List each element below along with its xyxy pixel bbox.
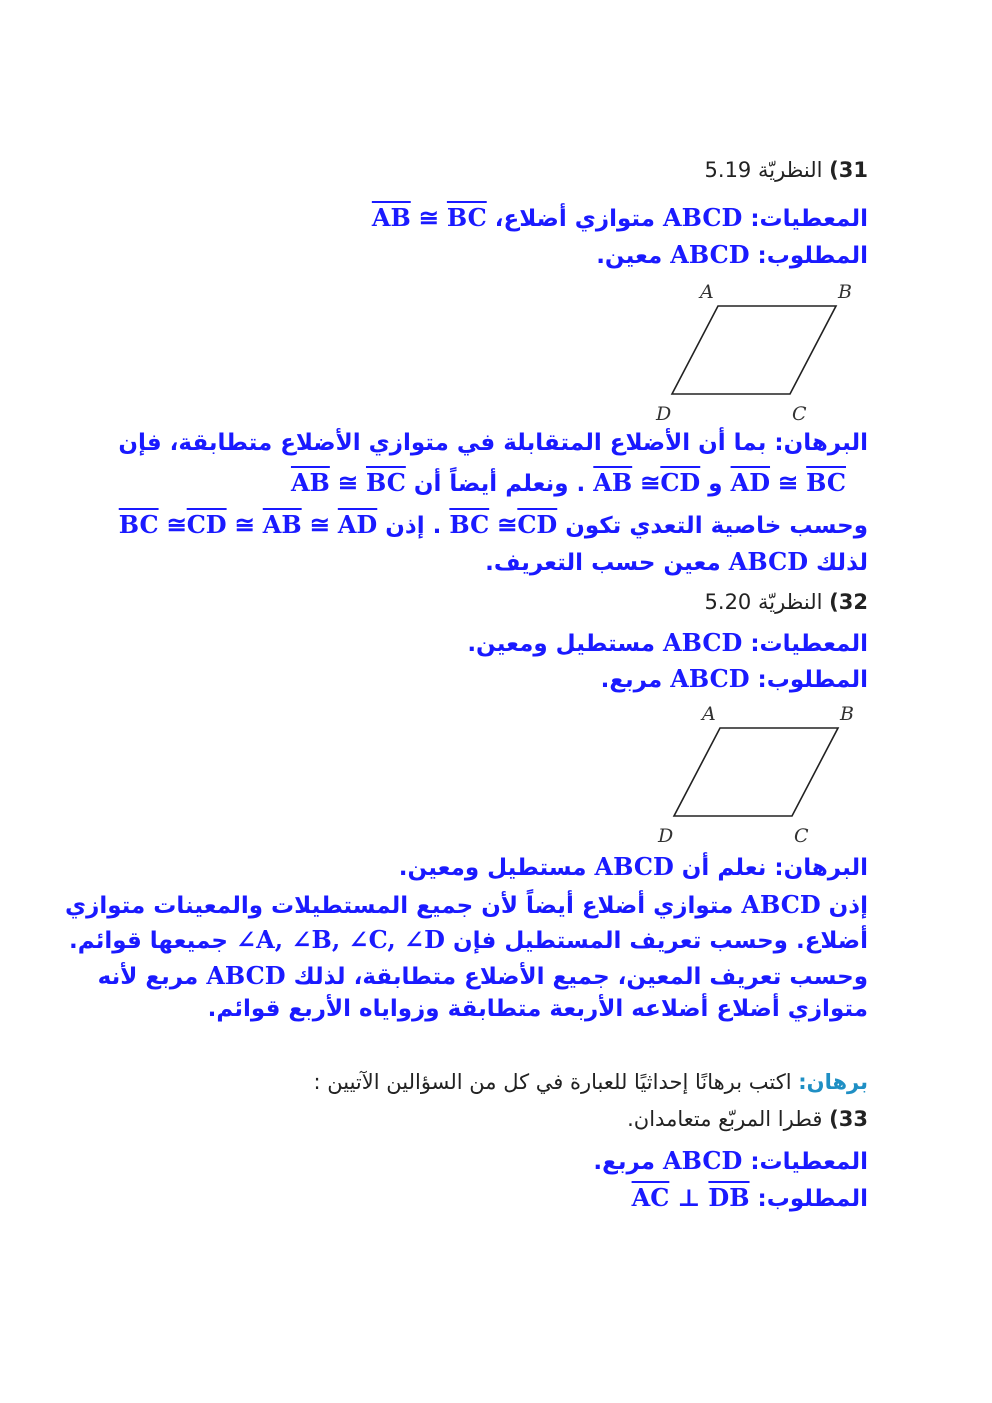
problem-32-required: [601, 664, 868, 693]
congruence-ab-cd: $\overline{AB}$ $≅\overline{CD}$: [593, 468, 701, 497]
problem-33-given: [593, 1146, 868, 1175]
proof-text: مربع لأنه: [97, 964, 199, 990]
figure-name: ABCD: [670, 664, 750, 693]
vertex-label-a: A: [700, 281, 714, 303]
proof-32-line-1: [399, 852, 868, 881]
proof-text: . إذن: [385, 513, 442, 539]
segment-ac: $\overline{AC}$: [631, 1183, 670, 1212]
problem-31-required: [596, 240, 868, 269]
proof-31-line-2: [291, 468, 846, 497]
perpendicular-symbol: ⊥: [677, 1183, 701, 1212]
figure-name: ABCD: [206, 961, 286, 990]
segment-ab: $\overline{AB}$: [371, 203, 411, 232]
given-label: المعطيات:: [750, 206, 868, 232]
congruence-chain: $\overline{BC}$ $≅\overline{CD}$ ≅ $\overline{AB}$ ≅ $\overline{AD}$: [118, 510, 378, 539]
proof-32-line-4: [98, 961, 868, 990]
angle-list: ∠A, ∠B, ∠C, ∠D: [236, 925, 445, 954]
problem-31-heading: [705, 158, 868, 182]
congruent-symbol: ≅: [418, 203, 439, 232]
required-text: معين.: [596, 243, 663, 269]
coordinate-proof-heading: [314, 1070, 868, 1094]
proof-text: جميعها قوائم.: [69, 928, 228, 954]
problem-number: 31): [829, 158, 868, 182]
and-word: و: [708, 471, 723, 497]
figure-name: ABCD: [728, 547, 808, 576]
vertex-label-b: B: [838, 281, 852, 303]
given-label: المعطيات:: [750, 1149, 868, 1175]
problem-33-required: [632, 1183, 868, 1212]
required-label: المطلوب:: [757, 243, 868, 269]
figure-name: ABCD: [741, 890, 821, 919]
parallelogram-figure-31: [650, 278, 870, 430]
parallelogram-shape: [674, 728, 838, 816]
given-congruence: [372, 203, 487, 232]
figure-name: ABCD: [670, 240, 750, 269]
proof-text: معين حسب التعريف.: [485, 550, 721, 576]
proof-text: . ونعلم أيضاً أن: [413, 471, 586, 497]
proof-text: إذن: [828, 893, 868, 919]
congruence-ab-bc: $\overline{AB}$ ≅ $\overline{BC}$: [290, 468, 406, 497]
problem-number: 33): [829, 1107, 868, 1131]
problem-32-given: [467, 628, 868, 657]
parallelogram-figure-32: [652, 700, 872, 852]
problem-statement: قطرا المربّع متعامدان.: [627, 1107, 823, 1131]
problem-32-heading: [705, 590, 868, 614]
perpendicular-relation: [632, 1183, 750, 1212]
proof-text: وحسب تعريف المعين، جميع الأضلاع متطابقة، لذلك: [293, 964, 868, 990]
proof-text: متوازي أضلاع أيضاً لأن جميع المستطيلات والمعينات متوازي: [65, 893, 734, 919]
given-text: مربع.: [593, 1149, 656, 1175]
theorem-title: النظريّة 5.20: [704, 590, 823, 614]
segment-bc: $\overline{BC}$: [446, 203, 487, 232]
vertex-label-d: D: [658, 825, 674, 847]
figure-name: ABCD: [663, 628, 743, 657]
proof-32-line-3: [69, 925, 868, 954]
required-text: مربع.: [600, 667, 663, 693]
proof-heading-label: برهان:: [798, 1070, 868, 1094]
proof-31-line-4: [485, 547, 868, 576]
proof-32-line-2: [65, 890, 868, 919]
figure-name: ABCD: [663, 1146, 743, 1175]
vertex-label-c: C: [792, 403, 807, 425]
proof-heading-text: اكتب برهانًا إحداثيًا للعبارة في كل من السؤالين الآتيين :: [313, 1070, 792, 1094]
congruence-ad-bc: $\overline{AD}$ ≅ $\overline{BC}$: [730, 468, 846, 497]
given-label: المعطيات:: [750, 631, 868, 657]
congruence-bc-cd: $\overline{BC}$ $≅\overline{CD}$: [449, 510, 558, 539]
proof-text: مستطيل ومعين.: [398, 855, 587, 881]
given-text: متوازي أضلاع،: [494, 206, 656, 232]
given-text: مستطيل ومعين.: [467, 631, 656, 657]
theorem-title: النظريّة 5.19: [704, 158, 823, 182]
vertex-label-b: B: [840, 703, 854, 725]
problem-31-given: [372, 203, 868, 232]
parallelogram-shape: [672, 306, 836, 394]
problem-number: 32): [829, 590, 868, 614]
proof-32-line-5: متوازي أضلاع أضلاعه الأربعة متطابقة وزواياه الأربع قوائم.: [207, 996, 868, 1022]
segment-db: $\overline{DB}$: [708, 1183, 750, 1212]
proof-31-line-3: [119, 510, 868, 539]
figure-name: ABCD: [663, 203, 743, 232]
proof-text: لذلك: [816, 550, 868, 576]
vertex-label-a: A: [702, 703, 716, 725]
proof-text: وحسب خاصية التعدي تكون: [565, 513, 868, 539]
proof-text: البرهان: نعلم أن: [681, 855, 868, 881]
vertex-label-d: D: [656, 403, 672, 425]
vertex-label-c: C: [794, 825, 809, 847]
required-label: المطلوب:: [757, 1186, 868, 1212]
proof-31-line-1: البرهان: بما أن الأضلاع المتقابلة في متوازي الأضلاع متطابقة، فإن: [118, 430, 868, 456]
proof-text: أضلاع. وحسب تعريف المستطيل فإن: [452, 928, 868, 954]
figure-name: ABCD: [594, 852, 674, 881]
problem-33-heading: [627, 1107, 868, 1131]
required-label: المطلوب:: [757, 667, 868, 693]
